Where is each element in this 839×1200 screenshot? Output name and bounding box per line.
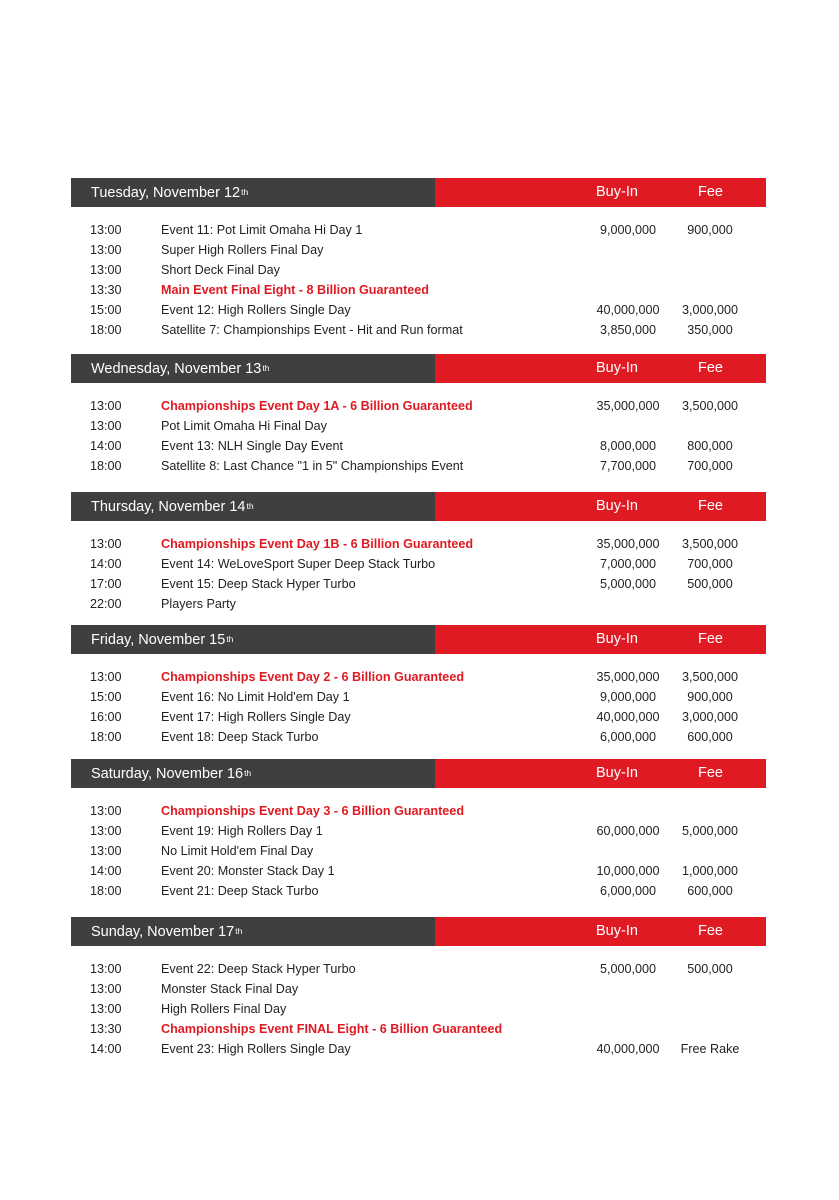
event-buyin: 10,000,000 <box>596 864 660 879</box>
event-time: 13:00 <box>90 1002 122 1017</box>
day-ordinal-suffix: th <box>241 186 249 197</box>
event-time: 15:00 <box>90 690 122 705</box>
event-time: 13:00 <box>90 804 122 818</box>
event-name: Event 23: High Rollers Single Day <box>161 1042 351 1057</box>
day-title <box>71 917 435 946</box>
day-section <box>71 917 766 1059</box>
day-title-text: Sunday, November 17 <box>91 923 235 940</box>
column-header-bar <box>435 759 766 788</box>
event-fee: Free Rake <box>680 1042 740 1057</box>
buyin-column-header: Buy-In <box>596 184 638 200</box>
day-title-text: Wednesday, November 13 <box>91 360 262 377</box>
event-fee: 3,500,000 <box>681 399 739 413</box>
event-name: Event 15: Deep Stack Hyper Turbo <box>161 577 356 592</box>
event-name: Super High Rollers Final Day <box>161 243 324 258</box>
event-name: Event 17: High Rollers Single Day <box>161 710 351 725</box>
event-name: Short Deck Final Day <box>161 263 280 278</box>
event-row <box>71 396 766 416</box>
buyin-column-header: Buy-In <box>596 360 638 376</box>
day-title <box>71 178 435 207</box>
event-name: No Limit Hold'em Final Day <box>161 844 314 859</box>
buyin-column-header: Buy-In <box>596 631 638 647</box>
event-time: 14:00 <box>90 864 122 879</box>
event-time: 13:00 <box>90 670 122 684</box>
event-row <box>71 260 766 280</box>
day-header <box>71 492 766 521</box>
event-name: Players Party <box>161 597 236 612</box>
event-name: Pot Limit Omaha Hi Final Day <box>161 419 327 434</box>
event-name: Event 11: Pot Limit Omaha Hi Day 1 <box>161 223 363 237</box>
event-row <box>71 801 766 821</box>
event-name: Championships Event Day 3 - 6 Billion Guaranteed <box>161 804 465 818</box>
event-list <box>71 788 766 901</box>
event-fee: 600,000 <box>687 884 733 899</box>
buyin-column-header: Buy-In <box>596 498 638 514</box>
event-name: Satellite 7: Championships Event - Hit and Run format <box>161 323 463 338</box>
event-row <box>71 881 766 901</box>
buyin-column-header: Buy-In <box>596 923 638 939</box>
event-list <box>71 207 766 341</box>
event-fee: 3,500,000 <box>681 537 739 551</box>
event-name: Event 22: Deep Stack Hyper Turbo <box>161 962 356 976</box>
fee-column-header: Fee <box>698 360 723 376</box>
event-row <box>71 594 766 614</box>
event-time: 17:00 <box>90 577 122 592</box>
event-time: 14:00 <box>90 439 122 454</box>
event-list <box>71 383 766 476</box>
event-fee: 500,000 <box>687 962 733 976</box>
event-buyin: 40,000,000 <box>596 303 660 318</box>
event-name: Event 19: High Rollers Day 1 <box>161 824 323 839</box>
event-name: Championships Event Day 1A - 6 Billion Guaranteed <box>161 399 473 413</box>
event-time: 13:00 <box>90 982 122 997</box>
event-row <box>71 959 766 979</box>
event-fee: 600,000 <box>687 730 733 745</box>
event-buyin: 7,000,000 <box>599 557 657 572</box>
event-row <box>71 687 766 707</box>
event-buyin: 3,850,000 <box>599 323 657 338</box>
event-name: Event 13: NLH Single Day Event <box>161 439 344 454</box>
event-fee: 700,000 <box>687 557 733 572</box>
event-name: High Rollers Final Day <box>161 1002 287 1017</box>
event-buyin: 6,000,000 <box>599 884 657 899</box>
event-row <box>71 1039 766 1059</box>
event-name: Event 12: High Rollers Single Day <box>161 303 351 318</box>
event-row <box>71 534 766 554</box>
day-title <box>71 759 435 788</box>
event-fee: 350,000 <box>687 323 733 338</box>
day-ordinal-suffix: th <box>235 925 243 936</box>
event-buyin: 40,000,000 <box>596 710 660 725</box>
event-buyin: 35,000,000 <box>596 537 660 551</box>
event-buyin: 5,000,000 <box>599 577 657 592</box>
day-ordinal-suffix: th <box>244 767 252 778</box>
event-list <box>71 946 766 1059</box>
day-section <box>71 759 766 901</box>
column-header-bar <box>435 625 766 654</box>
buyin-column-header: Buy-In <box>596 765 638 781</box>
event-buyin: 8,000,000 <box>599 439 657 454</box>
fee-column-header: Fee <box>698 631 723 647</box>
event-row <box>71 841 766 861</box>
day-ordinal-suffix: th <box>246 500 254 511</box>
event-row <box>71 999 766 1019</box>
day-title <box>71 492 435 521</box>
event-time: 13:00 <box>90 844 122 859</box>
event-time: 13:00 <box>90 419 122 434</box>
event-fee: 5,000,000 <box>681 824 739 839</box>
event-fee: 1,000,000 <box>681 864 739 879</box>
event-name: Monster Stack Final Day <box>161 982 299 997</box>
event-name: Event 18: Deep Stack Turbo <box>161 730 319 745</box>
day-header <box>71 759 766 788</box>
day-title <box>71 354 435 383</box>
event-name: Satellite 8: Last Chance "1 in 5" Championships Event <box>161 459 464 474</box>
event-time: 15:00 <box>90 303 122 318</box>
event-time: 18:00 <box>90 730 122 745</box>
event-fee: 800,000 <box>687 439 733 454</box>
event-buyin: 40,000,000 <box>596 1042 660 1057</box>
event-row <box>71 554 766 574</box>
event-row <box>71 861 766 881</box>
event-time: 18:00 <box>90 323 122 338</box>
event-fee: 500,000 <box>687 577 733 592</box>
event-row <box>71 707 766 727</box>
day-title-text: Tuesday, November 12 <box>91 184 241 201</box>
event-time: 13:00 <box>90 537 122 551</box>
day-header <box>71 625 766 654</box>
day-header <box>71 178 766 207</box>
event-time: 13:00 <box>90 962 122 976</box>
event-time: 13:00 <box>90 223 122 237</box>
day-title-text: Saturday, November 16 <box>91 765 244 782</box>
column-header-bar <box>435 492 766 521</box>
event-row <box>71 1019 766 1039</box>
day-ordinal-suffix: th <box>226 633 234 644</box>
event-row <box>71 320 766 340</box>
event-time: 22:00 <box>90 597 122 612</box>
event-row <box>71 574 766 594</box>
event-fee: 900,000 <box>687 690 733 705</box>
day-title-text: Thursday, November 14 <box>91 498 246 515</box>
column-header-bar <box>435 917 766 946</box>
event-row <box>71 300 766 320</box>
event-fee: 3,000,000 <box>681 710 739 725</box>
event-time: 13:00 <box>90 399 122 413</box>
fee-column-header: Fee <box>698 923 723 939</box>
event-buyin: 35,000,000 <box>596 670 660 684</box>
event-name: Event 16: No Limit Hold'em Day 1 <box>161 690 350 705</box>
event-row <box>71 667 766 687</box>
day-section <box>71 625 766 747</box>
event-buyin: 5,000,000 <box>599 962 657 976</box>
day-header <box>71 917 766 946</box>
event-buyin: 6,000,000 <box>599 730 657 745</box>
event-row <box>71 821 766 841</box>
event-time: 13:00 <box>90 243 122 258</box>
event-name: Event 14: WeLoveSport Super Deep Stack Turbo <box>161 557 436 572</box>
day-title-text: Friday, November 15 <box>91 631 226 648</box>
event-time: 16:00 <box>90 710 122 725</box>
event-row <box>71 436 766 456</box>
day-section <box>71 354 766 476</box>
event-list <box>71 654 766 747</box>
fee-column-header: Fee <box>698 184 723 200</box>
event-time: 18:00 <box>90 884 122 899</box>
event-name: Championships Event FINAL Eight - 6 Billion Guaranteed <box>161 1022 503 1037</box>
event-time: 14:00 <box>90 1042 122 1057</box>
event-fee: 3,000,000 <box>681 303 739 318</box>
event-row <box>71 727 766 747</box>
event-time: 13:30 <box>90 1022 122 1037</box>
event-name: Main Event Final Eight - 8 Billion Guaranteed <box>161 283 429 298</box>
event-time: 18:00 <box>90 459 122 474</box>
event-buyin: 7,700,000 <box>599 459 657 474</box>
event-buyin: 9,000,000 <box>599 690 657 705</box>
event-fee: 3,500,000 <box>681 670 739 684</box>
event-row <box>71 456 766 476</box>
event-name: Event 20: Monster Stack Day 1 <box>161 864 335 879</box>
event-row <box>71 240 766 260</box>
event-time: 14:00 <box>90 557 122 572</box>
event-buyin: 60,000,000 <box>596 824 660 839</box>
fee-column-header: Fee <box>698 498 723 514</box>
event-name: Championships Event Day 2 - 6 Billion Guaranteed <box>161 670 465 684</box>
event-fee: 700,000 <box>687 459 733 474</box>
event-time: 13:00 <box>90 263 122 278</box>
day-ordinal-suffix: th <box>262 362 270 373</box>
day-header <box>71 354 766 383</box>
event-row <box>71 280 766 300</box>
event-buyin: 9,000,000 <box>599 223 657 237</box>
day-section <box>71 492 766 614</box>
event-row <box>71 416 766 436</box>
event-time: 13:00 <box>90 824 122 839</box>
event-time: 13:30 <box>90 283 122 298</box>
event-row <box>71 979 766 999</box>
event-fee: 900,000 <box>687 223 733 237</box>
day-title <box>71 625 435 654</box>
column-header-bar <box>435 178 766 207</box>
event-buyin: 35,000,000 <box>596 399 660 413</box>
event-name: Event 21: Deep Stack Turbo <box>161 884 319 899</box>
column-header-bar <box>435 354 766 383</box>
event-list <box>71 521 766 614</box>
fee-column-header: Fee <box>698 765 723 781</box>
event-name: Championships Event Day 1B - 6 Billion Guaranteed <box>161 537 474 551</box>
event-row <box>71 220 766 240</box>
day-section <box>71 178 766 341</box>
